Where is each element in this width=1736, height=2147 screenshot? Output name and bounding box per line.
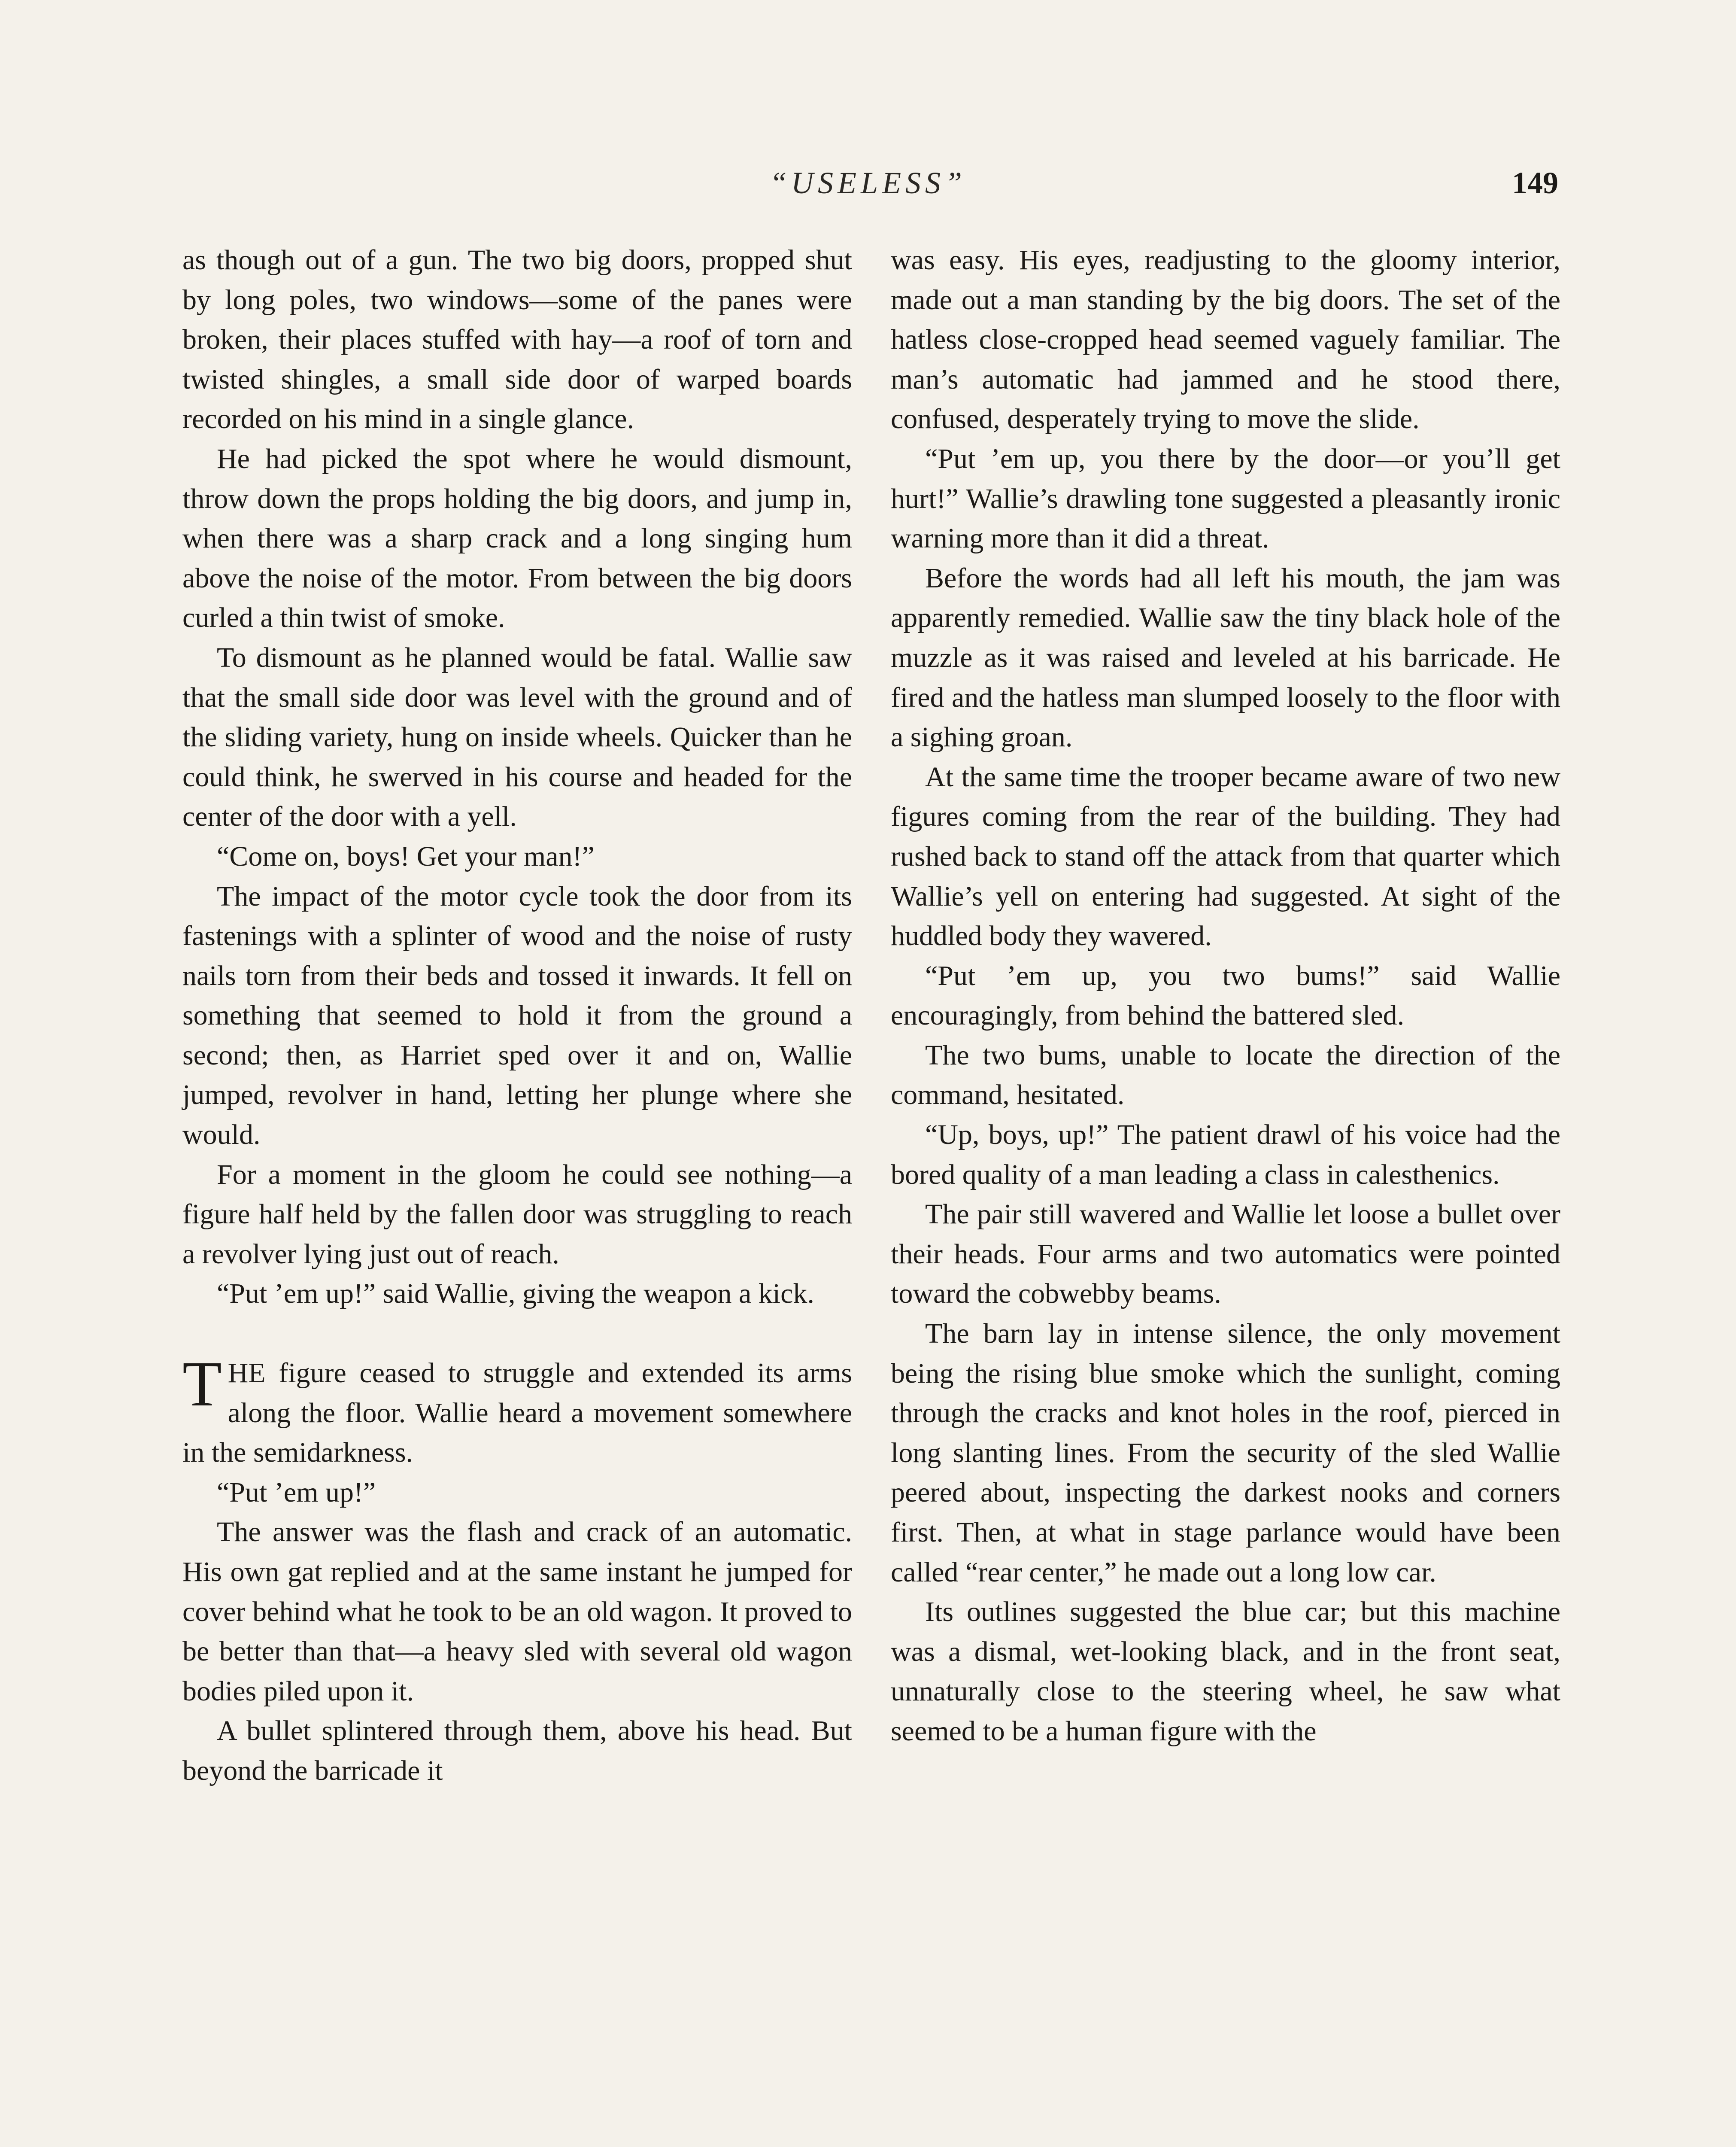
- paragraph: was easy. His eyes, readjusting to the gloomy interior, made out a man standing by the big doors. The set of the hatless close-cropped head seemed vaguely familiar. The man’s automatic had jammed and he stood there, confused, desperately trying to move the slide.: [891, 244, 1560, 435]
- paragraph: A bullet splintered through them, above his head. But beyond the barricade it: [182, 1715, 852, 1786]
- paragraph: “Up, boys, up!” The patient drawl of his voice had the bored quality of a man leading a class in calesthenics.: [891, 1119, 1560, 1190]
- paragraph: The two bums, unable to locate the direction of the command, hesitated.: [891, 1039, 1560, 1111]
- section-opening-paragraph: [182, 1348, 852, 1473]
- left-column: [182, 240, 852, 1791]
- section-opening-text: HE figure ceased to struggle and extended its arms along the floor. Wallie heard a movement somewhere in the semidarkness.: [182, 1357, 852, 1469]
- paragraph: “Put ’em up!”: [217, 1476, 376, 1508]
- paragraph: The impact of the motor cycle took the door from its fastenings with a splinter of wood and the noise of rusty nails torn from their beds and tossed it inwards. It fell on something that seemed to hold it from the ground a second; then, as Harriet sped over it and on, Wallie jumped, revolver in hand, letting her plunge where she would.: [182, 880, 852, 1151]
- paragraph: The pair still wavered and Wallie let loose a bullet over their heads. Four arms and two automatics were pointed toward the cobwebby beams.: [891, 1198, 1560, 1310]
- paragraph: He had picked the spot where he would dismount, throw down the props holding the big doors, and jump in, when there was a sharp crack and a long singing hum above the noise of the motor. From between the big doors curled a thin twist of smoke.: [182, 443, 852, 634]
- drop-cap: T: [182, 1348, 222, 1420]
- paragraph: The answer was the flash and crack of an automatic. His own gat replied and at the same instant he jumped for cover behind what he took to be an old wagon. It proved to be better than that—a heavy sled with several old wagon bodies piled upon it.: [182, 1516, 852, 1707]
- paragraph: “Put ’em up, you two bums!” said Wallie encouragingly, from behind the battered sled.: [891, 960, 1560, 1031]
- paragraph: For a moment in the gloom he could see nothing—a figure half held by the fallen door was struggling to reach a revolver lying just out of reach.: [182, 1159, 852, 1270]
- paragraph: The barn lay in intense silence, the only movement being the rising blue smoke which the sunlight, coming through the cracks and knot holes in the roof, pierced in long slanting lines. From the security of the sled Wallie peered about, inspecting the darkest nooks and corners first. Then, at what in stage parlance would have been called “rear center,” he made out a long low car.: [891, 1318, 1560, 1588]
- paragraph: “Put ’em up, you there by the door—or you’ll get hurt!” Wallie’s drawling tone suggested a pleasantly ironic warning more than it did a threat.: [891, 443, 1560, 554]
- paragraph: At the same time the trooper became aware of two new figures coming from the rear of the building. They had rushed back to stand off the attack from that quarter which Wallie’s yell on entering had suggested. At sight of the huddled body they wavered.: [891, 761, 1560, 952]
- paragraph: Before the words had all left his mouth, the jam was apparently remedied. Wallie saw the tiny black hole of the muzzle as it was raised and leveled at his barricade. He fired and the hatless man slumped loosely to the floor with a sighing groan.: [891, 562, 1560, 753]
- page-number: 149: [1512, 166, 1558, 200]
- paragraph: Its outlines suggested the blue car; but this machine was a dismal, wet-looking black, and in the front seat, unnaturally close to the steering wheel, he saw what seemed to be a human figure with the: [891, 1596, 1560, 1747]
- paragraph: as though out of a gun. The two big doors, propped shut by long poles, two windows—some of the panes were broken, their places stuffed with hay—a roof of torn and twisted shingles, a small side door of warped boards recorded on his mind in a single glance.: [182, 244, 852, 435]
- paragraph: To dismount as he planned would be fatal. Wallie saw that the small side door was level with the ground and of the sliding variety, hung on inside wheels. Quicker than he could think, he swerved in his course and headed for the center of the door with a yell.: [182, 642, 852, 833]
- running-title: “USELESS”: [769, 166, 967, 200]
- right-column: [891, 240, 1560, 1752]
- paragraph: “Put ’em up!” said Wallie, giving the weapon a kick.: [217, 1278, 814, 1310]
- paragraph: “Come on, boys! Get your man!”: [217, 840, 595, 872]
